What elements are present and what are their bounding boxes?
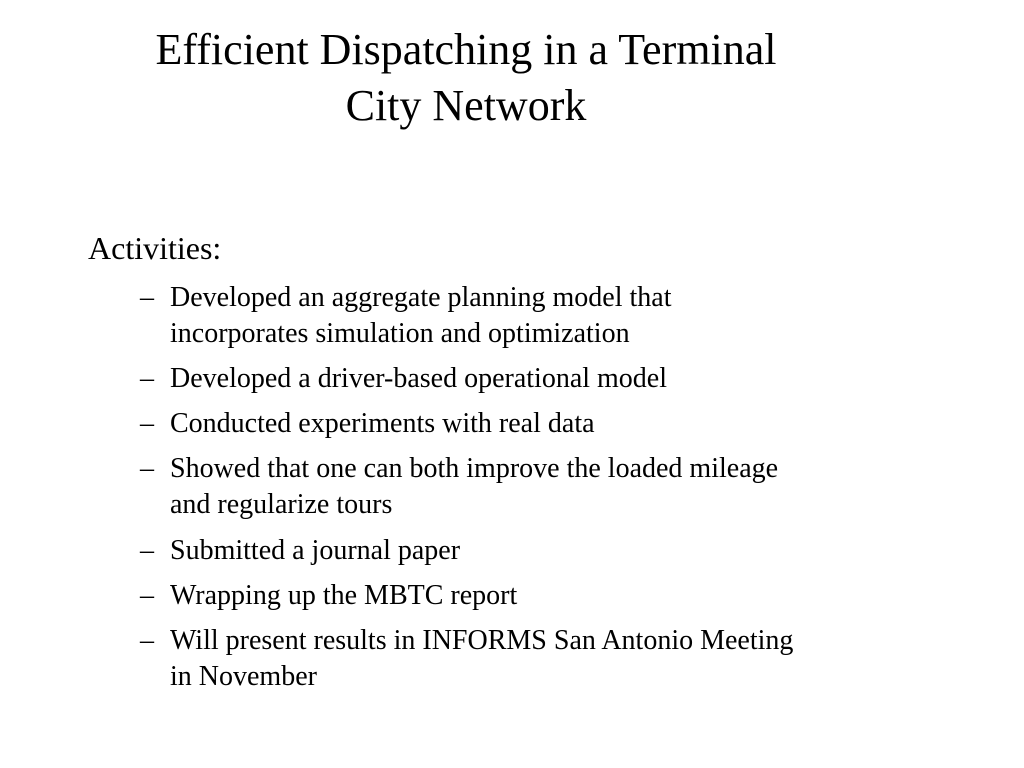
list-item-line: and regularize tours: [170, 489, 393, 520]
bullet-dash: –: [140, 453, 154, 484]
list-item-line: incorporates simulation and optimization: [170, 318, 630, 349]
list-item-line: Developed a driver-based operational model: [170, 363, 668, 394]
list-item-text: [170, 280, 960, 352]
list-item-text: [170, 578, 960, 614]
list-item-line: Showed that one can both improve the loaded mileage: [170, 453, 779, 484]
bullet-dash: –: [140, 363, 154, 394]
list-item-text: [170, 361, 960, 397]
bullet-dash: –: [140, 282, 154, 313]
list-item-text: [170, 406, 960, 442]
bullet-dash: –: [140, 408, 154, 439]
list-item-line: Wrapping up the MBTC report: [170, 580, 518, 611]
bullet-dash: –: [140, 625, 154, 656]
list-item-text: [170, 623, 960, 695]
list-item-line: Submitted a journal paper: [170, 535, 461, 566]
list-item-text: [170, 533, 960, 569]
bullet-dash: –: [140, 535, 154, 566]
activities-heading: Activities:: [88, 230, 222, 266]
list-item-line: Will present results in INFORMS San Antonio Meeting: [170, 625, 794, 656]
slide-title-line-1: Efficient Dispatching in a Terminal: [155, 25, 777, 74]
list-item-line: in November: [170, 661, 317, 692]
bullet-dash: –: [140, 580, 154, 611]
list-item-text: [170, 451, 960, 523]
slide-title: [60, 22, 872, 134]
list-item-line: Developed an aggregate planning model that: [170, 282, 672, 313]
list-item-line: Conducted experiments with real data: [170, 408, 595, 439]
slide-title-line-2: City Network: [345, 81, 587, 130]
